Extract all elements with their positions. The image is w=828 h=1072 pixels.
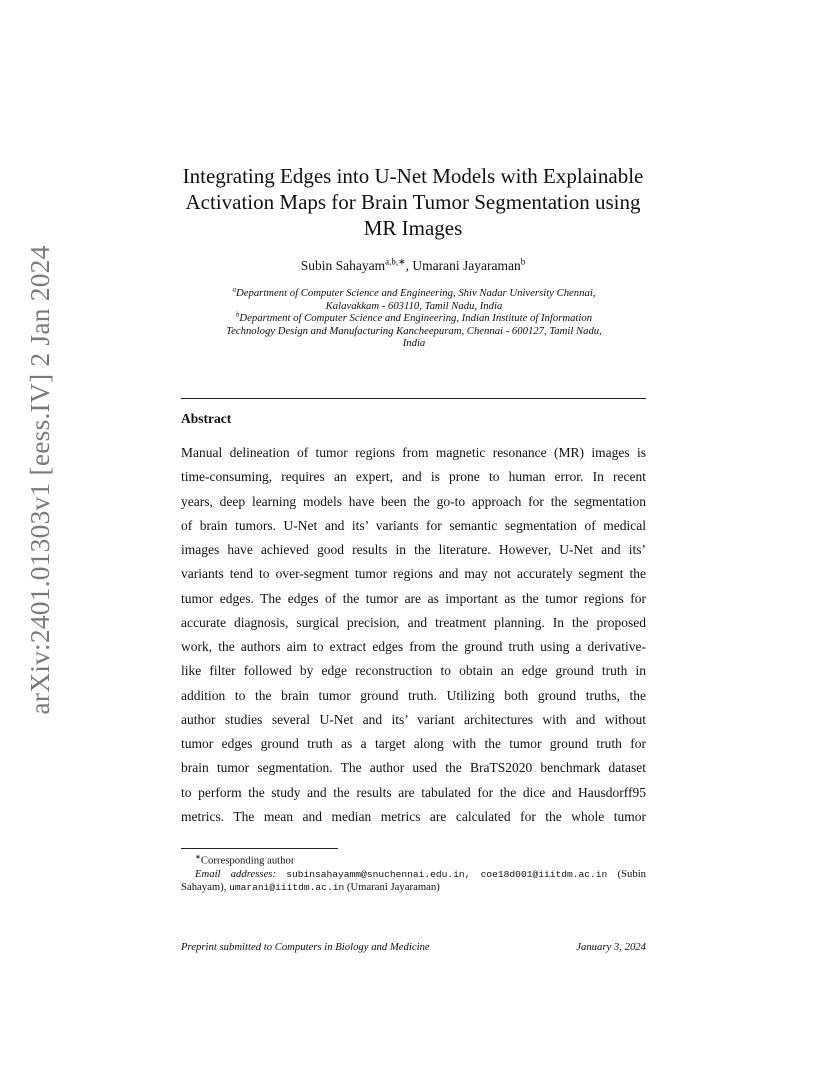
abstract-line: Manual delineation of tumor regions from magnetic resonance (MR) images is [181,445,646,460]
abstract-line: like filter followed by edge reconstruction to obtain an edge ground truth in [181,663,646,679]
footnotes [181,851,646,894]
abstract-line: brain tumor segmentation. The author used the BraTS2020 benchmark dataset [181,760,646,776]
author-affiliation-marks: b [520,256,526,267]
affiliation-line: Technology Design and Manufacturing Kancheepuram, Chennai - 600127, Tamil Nadu, [226,324,602,337]
email-link[interactable]: subinsahayamm@snuchennai.edu.in, [286,868,471,880]
abstract-heading: Abstract [181,411,232,426]
affiliation-a [185,287,643,300]
title-line: Activation Maps for Brain Tumor Segmentation using [185,190,641,214]
affiliation-line: India [402,337,426,350]
author-list [160,257,666,275]
footnote-rule [181,848,338,849]
author-name: Subin Sahayam [300,258,386,273]
footnote-mark: ∗ [195,853,201,861]
arxiv-stamp: arXiv:2401.01303v1 [eess.IV] 2 Jan 2024 [24,245,55,715]
author-affiliation-marks: a,b,∗ [385,256,406,267]
affiliation-mark: a [232,285,237,294]
affiliation-line: Department of Computer Science and Engineering, Indian Institute of Information [239,312,593,325]
abstract-line: images have achieved good results in the literature. However, U-Net and its’ [181,542,646,557]
abstract-line: variants tend to over-segment tumor regions and may not accurately segment the [181,566,646,582]
footnote-text: Corresponding author [200,854,295,867]
email-line [181,868,646,881]
page-footer [181,941,646,954]
title-line: Integrating Edges into U-Net Models with Explainable [182,164,644,188]
email-link[interactable]: umarani@iiitdm.ac.in [229,881,345,893]
abstract-line: to perform the study and the results are tabulated for the dice and Hausdorff95 [181,784,646,800]
email-link[interactable]: coe18d001@iiitdm.ac.in [480,868,608,880]
preprint-date: January 3, 2024 [576,941,646,953]
affiliations [185,287,643,350]
preprint-venue: Preprint submitted to Computers in Biology and Medicine [181,941,430,953]
email-label: Email addresses: [195,867,277,880]
abstract-line: tumor edges ground truth as a target along with the tumor ground truth for [181,736,646,751]
affiliation-mark: b [235,310,240,319]
email-owner: Sahayam), [181,880,227,893]
corresponding-author-note [181,851,646,868]
abstract-line: author studies several U-Net and its’ variant architectures with and without [181,711,646,727]
email-line [181,881,646,894]
author-name: Umarani Jayaraman [412,258,521,273]
abstract-line: time-consuming, requires an expert, and is prone to human error. In recent [181,469,646,485]
affiliation-line: Kalavakkam - 603110, Tamil Nadu, India [325,299,503,312]
abstract-line: accurate diagnosis, surgical precision, and treatment planning. In the proposed [181,614,646,630]
paper-title [160,163,666,241]
abstract-body [181,441,646,829]
author-separator: , [405,258,413,273]
email-owner: (Subin [617,867,647,880]
affiliation-line: Department of Computer Science and Engineering, Shiv Nadar University Chennai, [236,287,596,299]
abstract-top-rule [181,398,646,399]
affiliation-b [185,312,643,325]
abstract-line: of brain tumors. U-Net and its’ variants for semantic segmentation of medical [181,517,646,533]
abstract-line: metrics. The mean and median metrics are calculated for the whole tumor [181,808,646,824]
abstract-line: work, the authors aim to extract edges from the ground truth using a derivative- [181,639,646,654]
email-owner: (Umarani Jayaraman) [346,880,440,893]
abstract-line: years, deep learning models have been the go-to approach for the segmentation [181,493,646,509]
abstract-line: addition to the brain tumor ground truth. Utilizing both ground truths, the [181,687,646,703]
abstract-line: tumor edges. The edges of the tumor are as important as the tumor regions for [181,590,646,606]
title-line: MR Images [363,216,463,240]
